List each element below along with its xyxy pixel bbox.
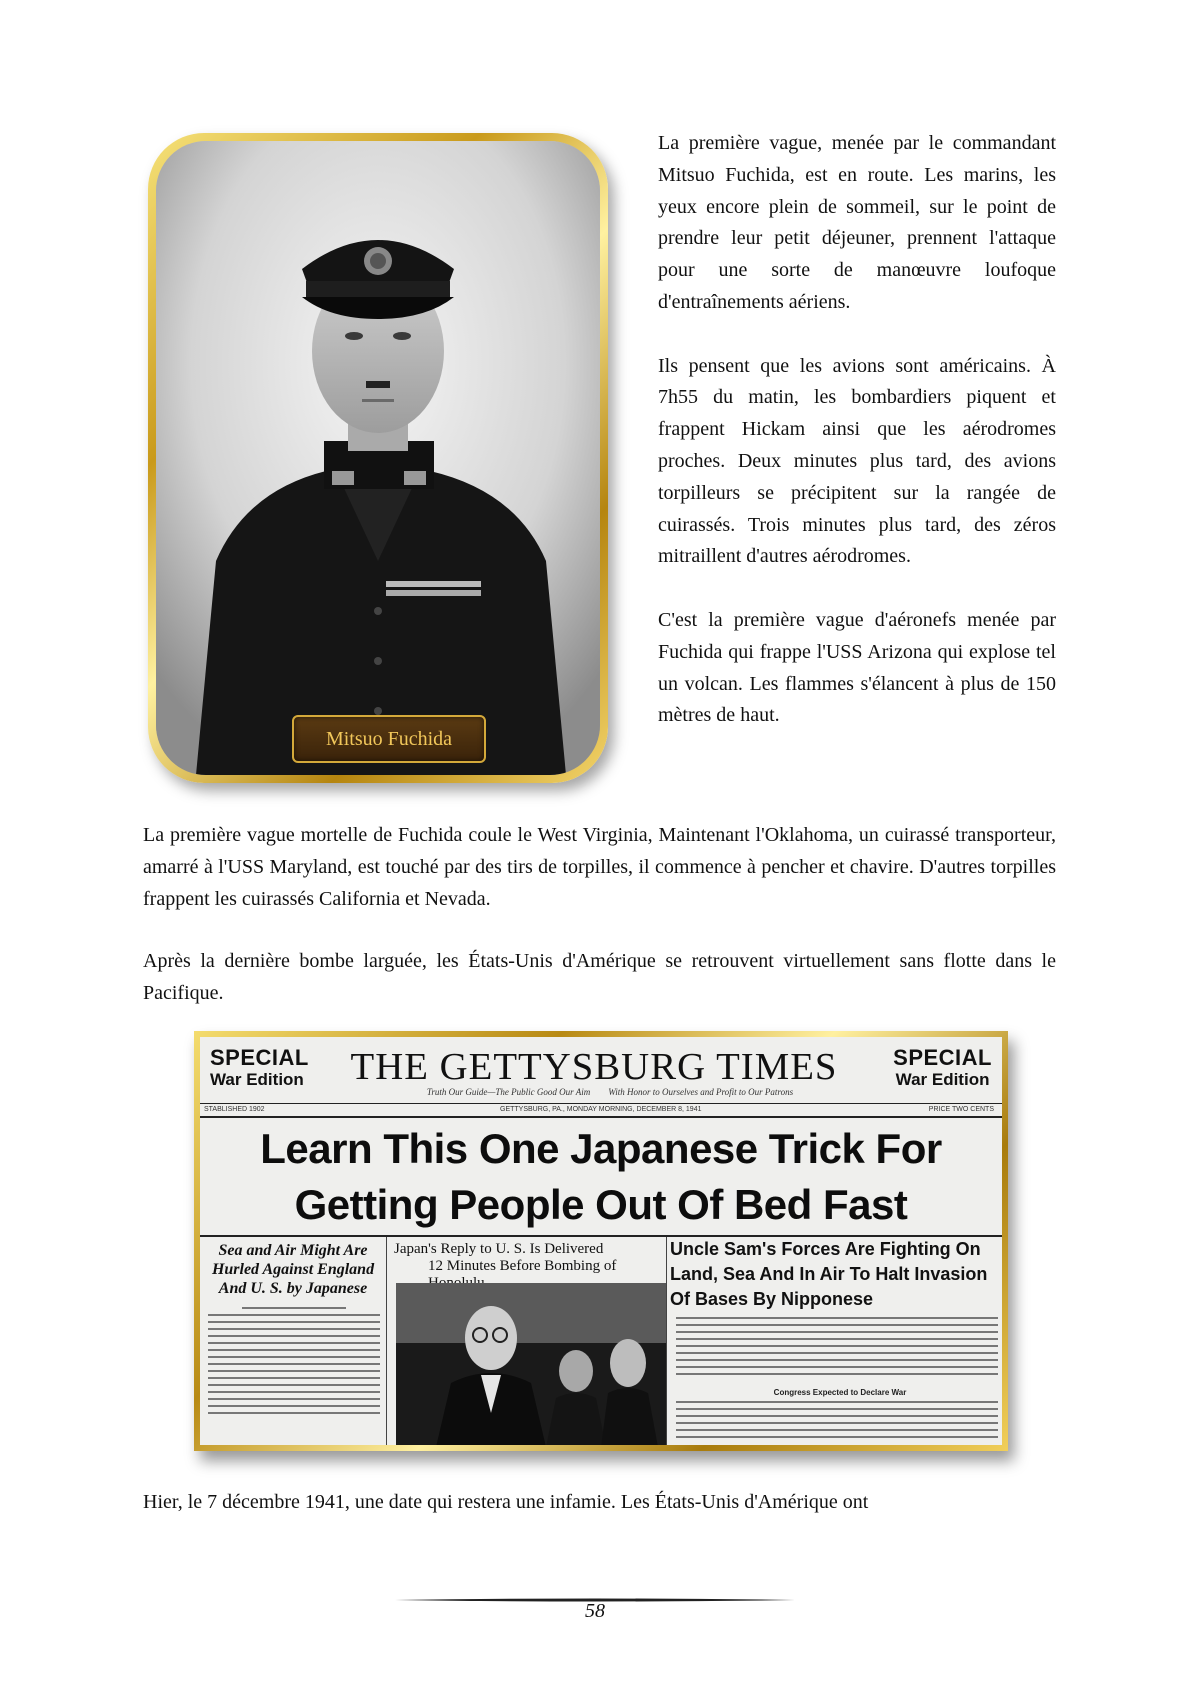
motto-right: With Honor to Ourselves and Profit to Our Patrons [608, 1087, 794, 1097]
price-label: PRICE TWO CENTS [928, 1106, 994, 1113]
special-edition-right [893, 1047, 992, 1088]
war-edition-label-left: War Edition [210, 1070, 304, 1089]
newspaper-masthead: THE GETTYSBURG TIMES [350, 1046, 838, 1088]
body-paragraph-2-text: Après la dernière bombe larguée, les États-Unis d'Amérique se retrouvent virtuellement sans flotte dans le Pacifique. [143, 950, 1056, 1004]
body-paragraph-1 [143, 820, 1056, 915]
right-column-body-2 [676, 1401, 998, 1443]
right-paragraph-1: La première vague, menée par le commandant Mitsuo Fuchida, est en route. Les marins, les yeux encore plein de sommeil, sur le point de prendre leur petit déjeuner, prennent l'attaque pour une sorte de manœuvre loufoque d'entraînements aériens. [658, 132, 1056, 313]
dateline: GETTYSBURG, PA., MONDAY MORNING, DECEMBER 8, 1941 [500, 1106, 702, 1113]
left-column-body [208, 1307, 380, 1419]
portrait-frame [148, 133, 608, 783]
portrait-caption: Mitsuo Fuchida [325, 727, 453, 750]
newspaper-header [200, 1037, 1002, 1105]
headline-line-2: Getting People Out Of Bed Fast [294, 1181, 908, 1228]
newspaper-motto [350, 1087, 870, 1097]
right-column-body-1 [676, 1317, 998, 1380]
established-label: STABLISHED 1902 [204, 1106, 265, 1113]
newspaper-photo [396, 1283, 666, 1445]
column-rule-1 [386, 1237, 387, 1445]
right-subhead: Uncle Sam's Forces Are Fighting On Land, Sea And In Air To Halt Invasion Of Bases By Nipponese [670, 1239, 988, 1309]
body-paragraph-3 [143, 1487, 1056, 1519]
newspaper-front-page [200, 1037, 1002, 1445]
right-paragraph-2: Ils pensent que les avions sont américains. À 7h55 du matin, les bombardiers piquent et frappent Hickam ainsi que les aérodromes proches. Deux minutes plus tard, des avions torpilleurs se précipitent sur la rangée de cuirassés. Trois minutes plus tard, des zéros mitraillent d'autres aérodromes. [658, 354, 1056, 568]
congress-subhead: Congress Expected to Declare War [773, 1388, 907, 1397]
portrait-photo [156, 141, 600, 775]
special-label-right: SPECIAL [893, 1045, 992, 1070]
column-rule-2 [666, 1237, 667, 1445]
special-edition-left [210, 1047, 309, 1088]
right-paragraph-3: C'est la première vague d'aéronefs menée par Fuchida qui frappe l'USS Arizona qui explose tel un volcan. Les flammes s'élancent à plus de 150 mètres de haut. [658, 608, 1056, 727]
motto-left: Truth Our Guide—The Public Good Our Aim [426, 1087, 591, 1097]
body-paragraph-3-text: Hier, le 7 décembre 1941, une date qui restera une infamie. Les États-Unis d'Amérique ont [143, 1491, 869, 1513]
newspaper-frame [194, 1031, 1008, 1451]
caption-plate [292, 715, 486, 763]
body-paragraph-1-text: La première vague mortelle de Fuchida coule le West Virginia, Maintenant l'Oklahoma, un cuirassé transporteur, amarré à l'USS Maryland, est touché par des tirs de torpilles, il commence à pencher et chavire. D'autres torpilles frappent les cuirassés California et Nevada. [143, 824, 1056, 910]
special-label-left: SPECIAL [210, 1045, 309, 1070]
war-edition-label-right: War Edition [895, 1070, 990, 1089]
body-paragraph-2 [143, 946, 1056, 1010]
newspaper-headline [200, 1121, 1002, 1233]
headline-line-1: Learn This One Japanese Trick For [260, 1125, 942, 1172]
dateline-bar [200, 1103, 1002, 1118]
middle-subhead-line-1: Japan's Reply to U. S. Is Delivered [394, 1241, 604, 1257]
middle-subhead-line-2: 12 Minutes Before Bombing of [428, 1258, 617, 1274]
left-subhead: Sea and Air Might Are Hurled Against England And U. S. by Japanese [211, 1242, 375, 1297]
portrait-photo-area [156, 141, 600, 775]
page-number: 58 [585, 1600, 605, 1622]
right-column-text [658, 128, 1056, 732]
